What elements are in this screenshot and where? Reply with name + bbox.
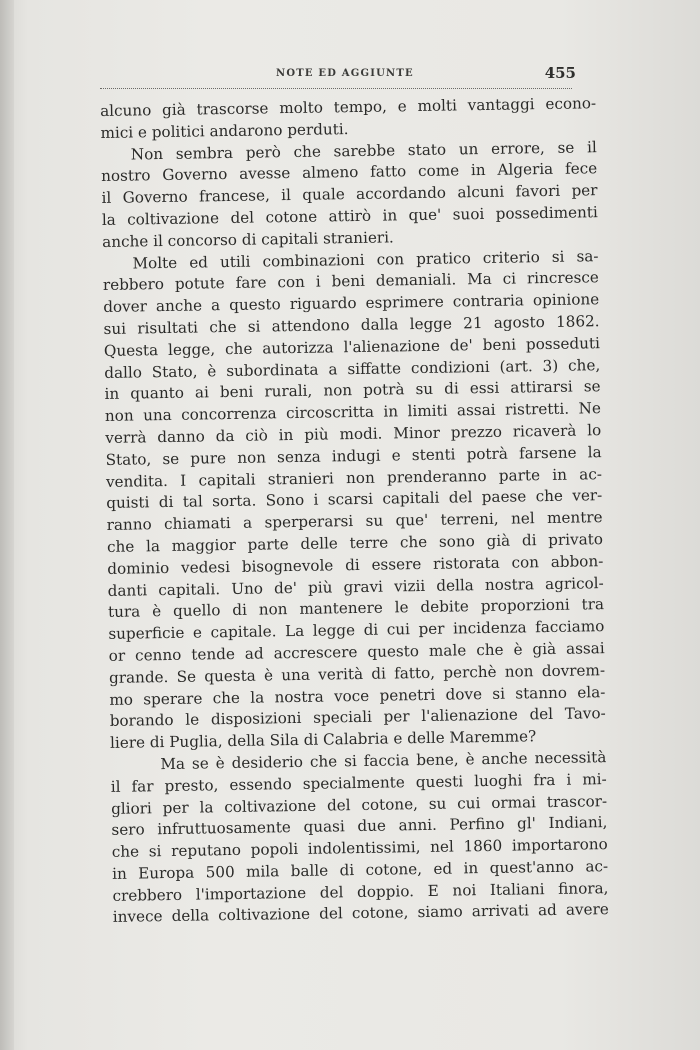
text-line: dover anche a questo riguardo esprimere contraria opinione: [103, 290, 600, 317]
text-line: anche il concorso di capitali stranieri.: [102, 228, 394, 251]
text-line: liere di Puglia, della Sila di Calabria e delle Maremme?: [109, 727, 537, 753]
text-line: il Governo francese, il quale accordando alcuni favori per: [101, 181, 598, 208]
text-line: gliori per la coltivazione del cotone, su cui ormai trascor-: [110, 791, 608, 818]
text-line: mo sperare che la nostra voce penetri dove si stanno ela-: [109, 682, 606, 709]
text-line: or cenno tende ad accrescere questo male che è già assai: [108, 639, 605, 665]
body-text: [100, 93, 609, 929]
paragraph: [100, 93, 597, 144]
paragraph: [110, 747, 609, 929]
text-line: alcuno già trascorse molto tempo, e molti vantaggi econo-: [100, 94, 597, 120]
running-title: NOTE ED AGGIUNTE: [276, 68, 414, 79]
text-line: dallo Stato, è subordinata a siffatte condizioni (art. 3) che,: [104, 355, 601, 382]
text-line: grande. Se questa è una verità di fatto, perchè non dovrem-: [108, 660, 606, 687]
text-line: Questa legge, che autorizza l'alienazione de' beni posseduti: [103, 333, 601, 360]
text-line: vendita. I capitali stranieri non prenderanno parte in ac-: [105, 464, 603, 491]
text-line: verrà danno da ciò in più modi. Minor prezzo ricaverà lo: [105, 421, 602, 447]
paragraph: [102, 246, 606, 755]
text-line: in quanto ai beni rurali, non potrà su di essi attirarsi se: [104, 377, 601, 404]
text-line: rebbero potute fare con i beni demaniali. Ma ci rincresce: [102, 268, 599, 295]
text-line: Molte ed utili combinazioni con pratico criterio si sa-: [132, 246, 599, 273]
text-line: il far presto, essendo specialmente questi luoghi fra i mi-: [110, 769, 607, 796]
text-line: sui risultati che si attendono dalla legge 21 agosto 1862.: [103, 312, 600, 338]
text-line: quisti di tal sorta. Sono i scarsi capitali del paese che ver-: [106, 486, 603, 513]
page-number: 455: [544, 64, 576, 82]
text-line: la coltivazione del cotone attirò in que' suoi possedimenti: [101, 203, 598, 229]
text-line: Stato, se pure non senza indugi e stenti potrà farsene la: [105, 442, 602, 469]
text-line: dominio vedesi bisognevole di essere ristorata con abbon-: [107, 551, 604, 578]
text-line: crebbero l'importazione del doppio. E noi Italiani finora,: [112, 878, 609, 905]
text-line: mici e politici andarono perduti.: [100, 119, 349, 142]
text-line: nostro Governo avesse almeno fatto come in Algeria fece: [101, 159, 598, 186]
text-line: non una concorrenza circoscritta in limiti assai ristretti. Ne: [104, 399, 602, 426]
page-header: [100, 60, 580, 94]
text-line: invece della coltivazione del cotone, siamo arrivati ad avere: [112, 900, 609, 927]
text-line: Ma se è desiderio che si faccia bene, è anche necessità: [160, 748, 607, 774]
text-line: che la maggior parte delle terre che sono già di privato: [106, 530, 604, 556]
text-line: ranno chiamati a sperperarsi su que' terreni, nel mentre: [106, 508, 603, 535]
text-line: che si reputano popoli indolentissimi, nel 1860 importarono: [111, 835, 608, 861]
text-line: sero infruttuosamente quasi due anni. Perfino gl' Indiani,: [111, 813, 608, 840]
page-gutter-edge: [0, 0, 14, 1050]
text-line: in Europa 500 mila balle di cotone, ed in quest'anno ac-: [111, 857, 609, 883]
text-line: borando le disposizioni speciali per l'alienazione del Tavo-: [109, 704, 606, 731]
text-line: danti capitali. Uno de' più gravi vizii della nostra agricol-: [107, 573, 604, 600]
header-dotted-rule: [100, 88, 572, 89]
text-line: superficie e capitale. La legge di cui per incidenza facciamo: [108, 617, 605, 644]
text-line: Non sembra però che sarebbe stato un errore, se il: [130, 137, 597, 164]
text-line: tura è quello di non mantenere le debite proporzioni tra: [107, 595, 605, 622]
paragraph: [101, 137, 599, 254]
